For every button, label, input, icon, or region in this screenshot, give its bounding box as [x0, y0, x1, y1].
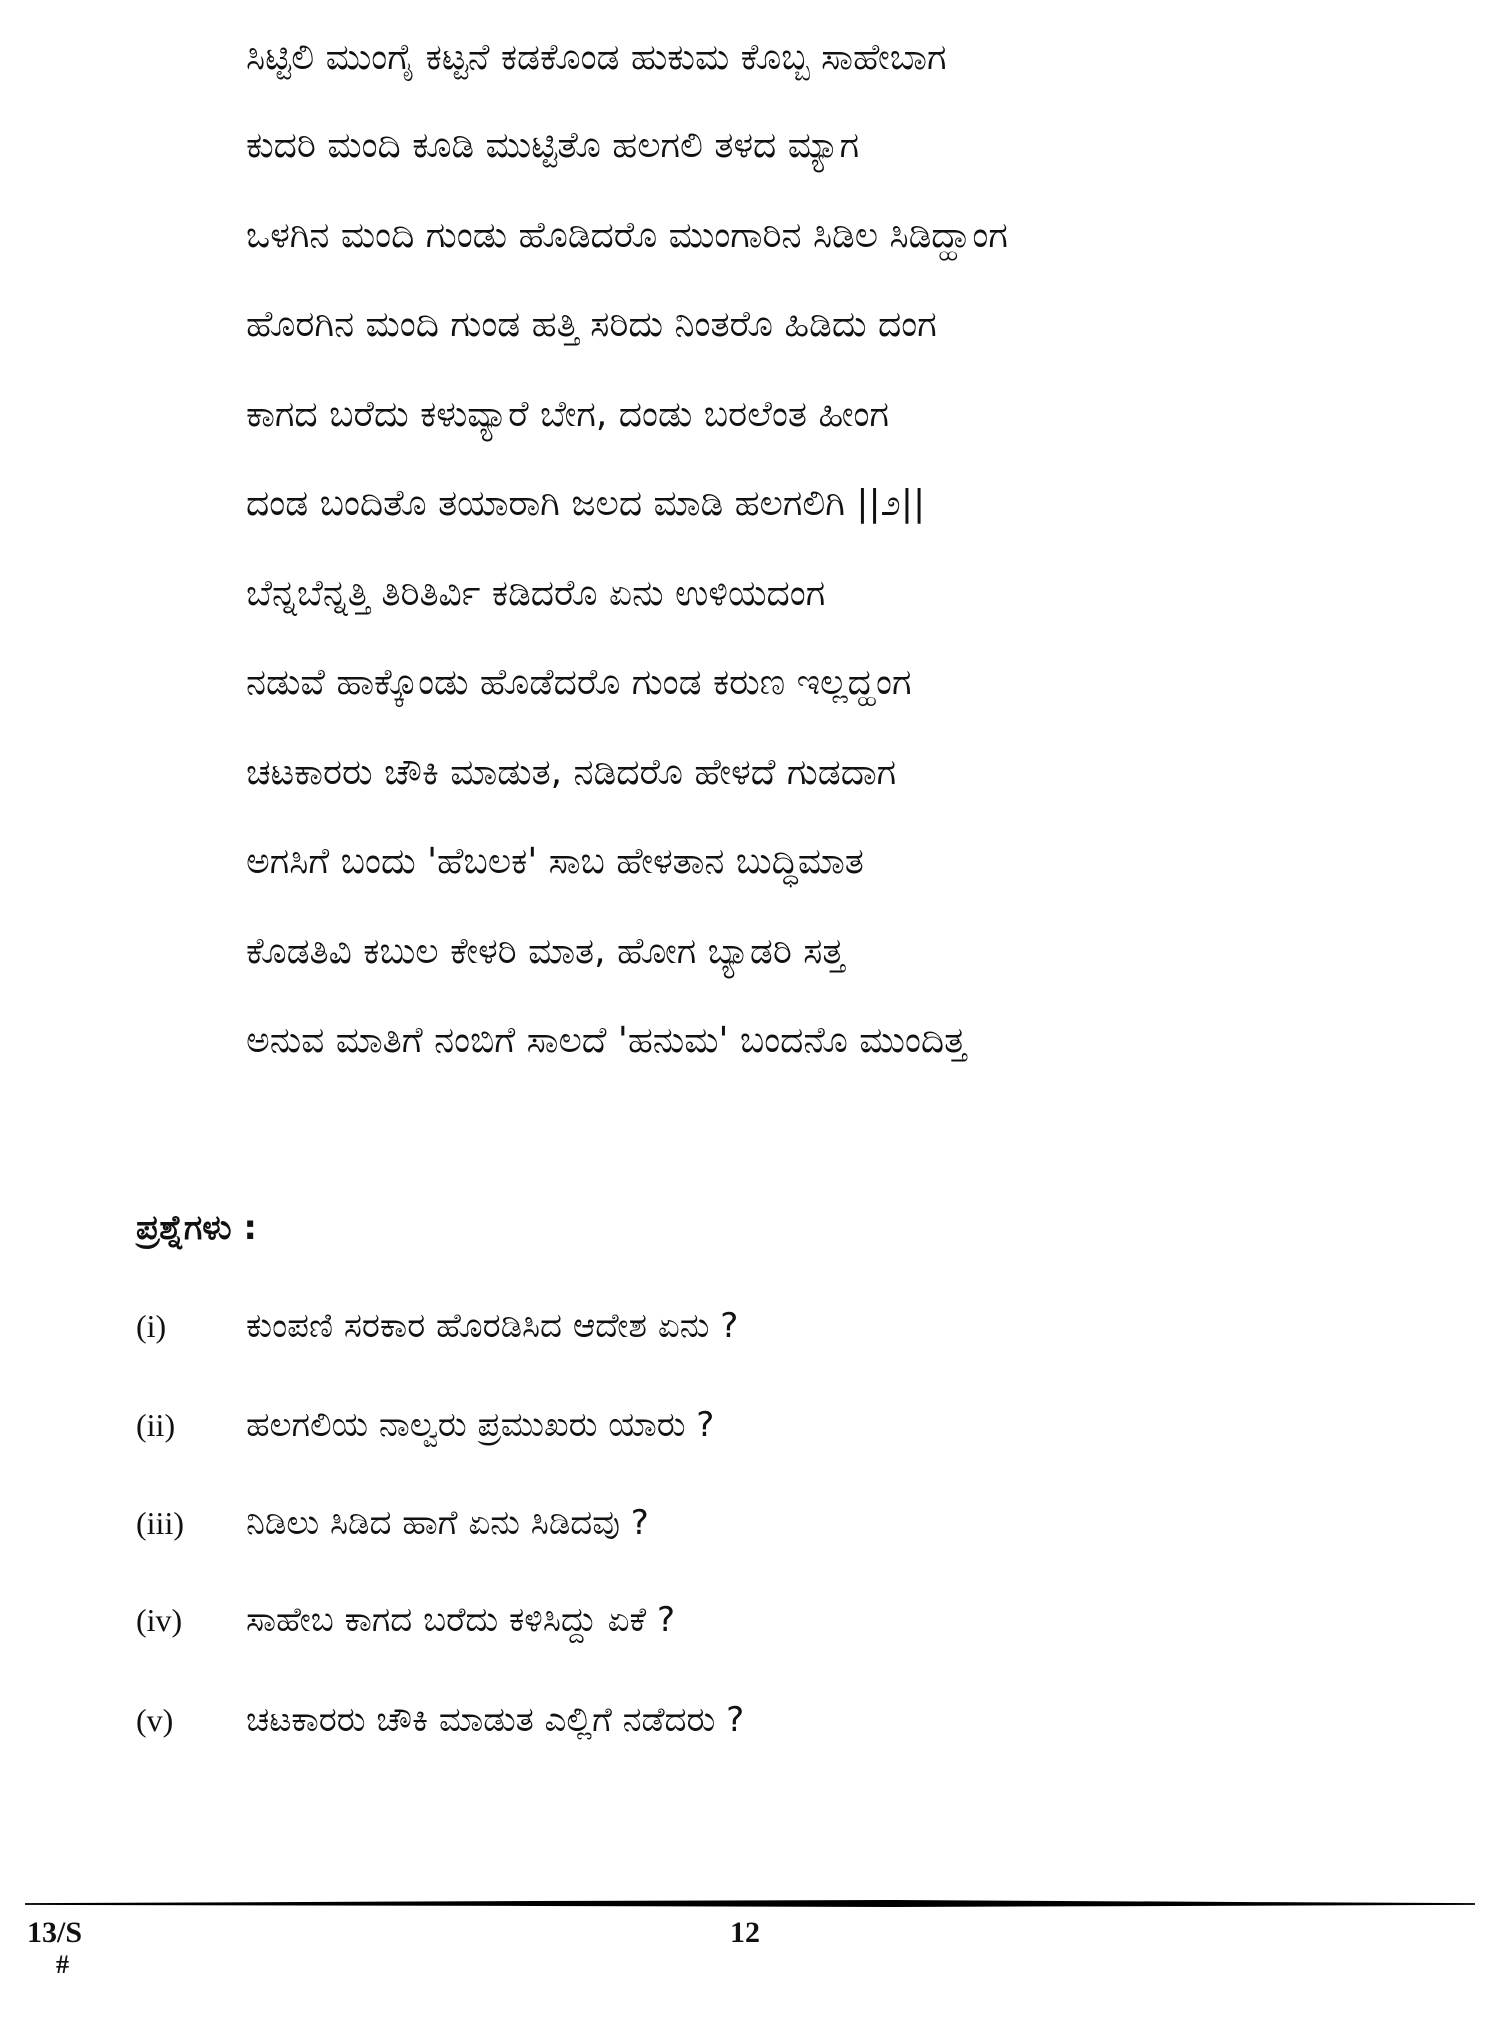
- question-text: ನಿಡಿಲು ಸಿಡಿದ ಹಾಗೆ ಏನು ಸಿಡಿದವು ?: [246, 1503, 649, 1543]
- page-number: 12: [730, 1916, 760, 1949]
- paper-code: 13/S: [27, 1916, 83, 1949]
- question-number: (i): [136, 1308, 167, 1344]
- verse-line: ದಂಡ ಬಂದಿತೊ ತಯಾರಾಗಿ ಜಲದ ಮಾಡಿ ಹಲಗಲಿಗಿ ||೨||: [246, 483, 926, 524]
- verse-line: ನಡುವೆ ಹಾಕ್ಕೊಂಡು ಹೊಡೆದರೊ ಗುಂಡ ಕರುಣ ಇಲ್ಲದ್ಹಂಗ: [246, 662, 912, 703]
- question-text: ಕುಂಪಣಿ ಸರಕಾರ ಹೊರಡಿಸಿದ ಆದೇಶ ಏನು ?: [246, 1306, 739, 1346]
- verse-line: ಸಿಟ್ಟಿಲಿ ಮುಂಗೈ ಕಟ್ಟನೆ ಕಡಕೊಂಡ ಹುಕುಮ ಕೊಬ್ಬ ಸಾಹೇಬಾಗ: [246, 37, 947, 78]
- verse-line: ಕೊಡತಿವಿ ಕಬುಲ ಕೇಳರಿ ಮಾತ, ಹೋಗ ಬ್ಯಾಡರಿ ಸತ್ತ: [246, 931, 845, 972]
- questions-heading: ಪ್ರಶ್ನೆಗಳು :: [136, 1208, 257, 1248]
- question-text: ಚಟಕಾರರು ಚೌಕಿ ಮಾಡುತ ಎಲ್ಲಿಗೆ ನಡೆದರು ?: [246, 1700, 745, 1740]
- verse-line: ಕಾಗದ ಬರೆದು ಕಳುವ್ಯಾರೆ ಬೇಗ, ದಂಡು ಬರಲೆಂತ ಹೀಂಗ: [246, 394, 889, 435]
- question-number: (iv): [136, 1602, 183, 1638]
- verse-line: ಕುದರಿ ಮಂದಿ ಕೂಡಿ ಮುಟ್ಟಿತೊ ಹಲಗಲಿ ತಳದ ಮ್ಯಾಗ: [246, 125, 860, 166]
- verse-line: ಬೆನ್ನಬೆನ್ನತ್ತಿ ತಿರಿತಿರ್ವಿ ಕಡಿದರೊ ಏನು ಉಳಿಯದಂಗ: [246, 573, 826, 614]
- footer-mark: #: [56, 1950, 69, 1979]
- question-number: (iii): [136, 1505, 184, 1541]
- question-text: ಹಲಗಲಿಯ ನಾಲ್ವರು ಪ್ರಮುಖರು ಯಾರು ?: [246, 1405, 715, 1445]
- question-number: (ii): [136, 1407, 176, 1443]
- verse-line: ಒಳಗಿನ ಮಂದಿ ಗುಂಡು ಹೊಡಿದರೊ ಮುಂಗಾರಿನ ಸಿಡಿಲ ಸಿಡಿದ್ಹಾಂಗ: [246, 215, 1008, 256]
- verse-line: ಹೊರಗಿನ ಮಂದಿ ಗುಂಡ ಹತ್ತಿ ಸರಿದು ನಿಂತರೊ ಹಿಡಿದು ದಂಗ: [246, 304, 937, 345]
- verse-line: ಚಟಕಾರರು ಚೌಕಿ ಮಾಡುತ, ನಡಿದರೊ ಹೇಳದೆ ಗುಡದಾಗ: [246, 752, 897, 793]
- question-number: (v): [136, 1702, 174, 1738]
- verse-line: ಅಗಸಿಗೆ ಬಂದು 'ಹೆಬಲಕ' ಸಾಬ ಹೇಳತಾನ ಬುದ್ಧಿಮಾತ: [246, 841, 864, 882]
- question-text: ಸಾಹೇಬ ಕಾಗದ ಬರೆದು ಕಳಿಸಿದ್ದು ಏಕೆ ?: [246, 1600, 676, 1640]
- footer-divider: [25, 1900, 1475, 1907]
- verse-line: ಅನುವ ಮಾತಿಗೆ ನಂಬಿಗೆ ಸಾಲದೆ 'ಹನುಮ' ಬಂದನೊ ಮುಂದಿತ್ತ: [246, 1020, 967, 1061]
